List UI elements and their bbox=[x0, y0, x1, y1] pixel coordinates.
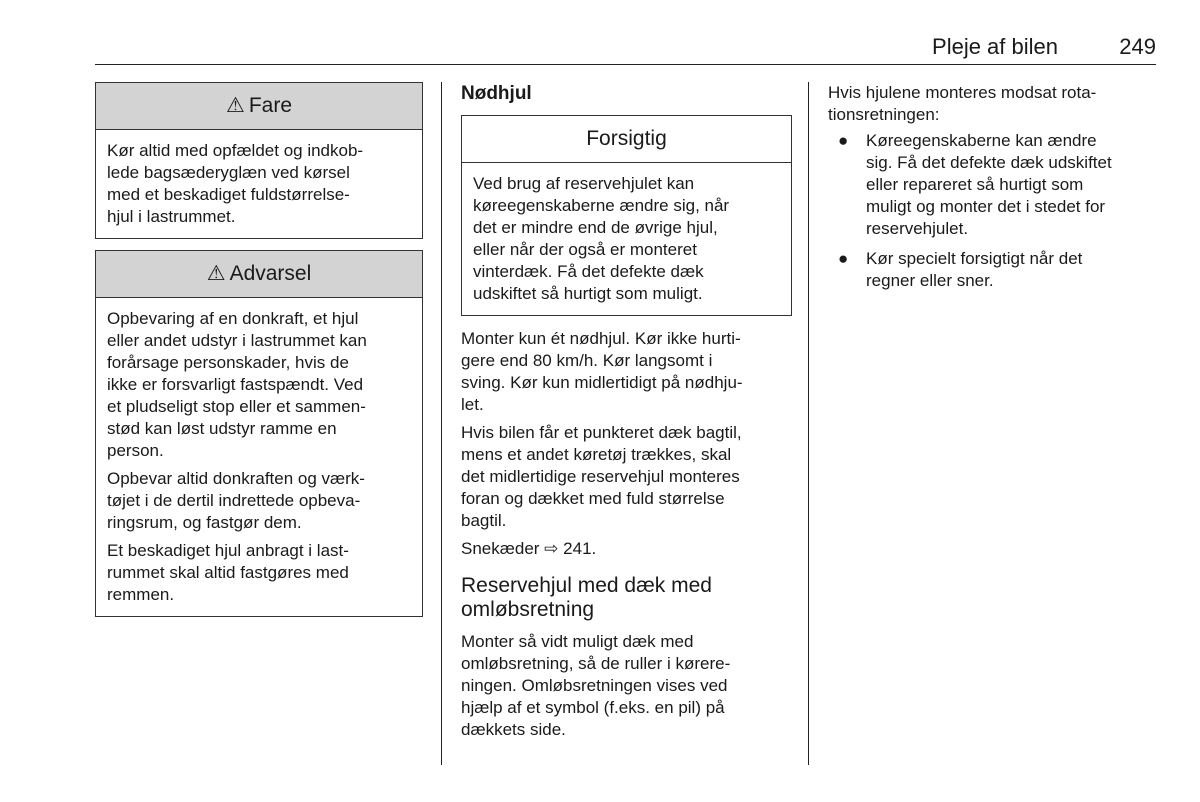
danger-box bbox=[95, 82, 423, 239]
warning-text-2: Opbevar altid donkraften og værk- tøjet i de dertil indrettede opbeva- ringsrum, og fastgør dem. bbox=[107, 469, 365, 532]
danger-header bbox=[96, 83, 422, 130]
page-ref-arrow-icon: ⇨ bbox=[544, 539, 559, 558]
bullet-icon: ● bbox=[838, 131, 849, 150]
danger-heading: Fare bbox=[248, 94, 292, 117]
page-header bbox=[95, 30, 1156, 65]
section-heading-rotation: Reservehjul med dæk med omløbsretning bbox=[461, 574, 712, 621]
page-number: 249 bbox=[1119, 34, 1156, 59]
paragraph-2: Hvis bilen får et punkteret dæk bagtil, mens et andet køretøj trækkes, skal det midlertidige reservehjul monteres foran og dækket med fuld størrelse bagtil. bbox=[461, 423, 742, 530]
caution-heading: Forsigtig bbox=[462, 116, 791, 163]
warning-header bbox=[96, 251, 422, 298]
column-divider bbox=[808, 82, 809, 765]
intro-text: Hvis hjulene monteres modsat rota- tionsretningen: bbox=[828, 83, 1097, 124]
warning-text-3: Et beskadiget hjul anbragt i last- rummet skal altid fastgøres med remmen. bbox=[107, 541, 349, 604]
caution-box bbox=[461, 115, 792, 316]
list-item bbox=[828, 248, 1158, 292]
warning-heading: Advarsel bbox=[229, 262, 312, 285]
warning-text-1: Opbevaring af en donkraft, et hjul eller andet udstyr i lastrummet kan forårsage personskader, hvis de ikke er forsvarligt fastspændt. Ved et pludseligt stop eller et sammen- stød kan løst udstyr ramme en person. bbox=[107, 309, 367, 460]
column-right bbox=[828, 82, 1158, 300]
bullet-list bbox=[828, 130, 1158, 292]
reference-text: Snekæder bbox=[461, 539, 540, 558]
paragraph-1: Monter kun ét nødhjul. Kør ikke hurti- gere end 80 km/h. Kør langsomt i sving. Kør kun midlertidigt på nødhju- let. bbox=[461, 329, 743, 414]
danger-text: Kør altid med opfældet og indkob- lede bagsæderyglæn ved kørsel med et beskadiget fuldstørrelse- hjul i lastrummet. bbox=[107, 141, 364, 226]
bullet-icon: ● bbox=[838, 249, 849, 268]
danger-body bbox=[96, 130, 422, 238]
caution-text: Ved brug af reservehjulet kan køreegenskaberne ændre sig, når det er mindre end de øvrige hjul, eller når der også er monteret vinterdæk. Få det defekte dæk udskiftet så hurtigt som muligt. bbox=[473, 174, 730, 303]
section-heading-nodhjul: Nødhjul bbox=[461, 83, 532, 104]
warning-body bbox=[96, 298, 422, 616]
warning-triangle-icon: ⚠ bbox=[206, 262, 226, 285]
reference-page: 241. bbox=[563, 539, 597, 558]
column-divider bbox=[441, 82, 442, 765]
warning-triangle-icon: ⚠ bbox=[225, 94, 245, 117]
list-item-text: Køreegenskaberne kan ændre sig. Få det defekte dæk udskiftet eller repareret så hurtigt som muligt og monter det i stedet for reservehjulet. bbox=[866, 131, 1112, 238]
paragraph-3: Monter så vidt muligt dæk med omløbsretning, så de ruller i kørere- ningen. Omløbsretningen vises ved hjælp af et symbol (f.eks. en pil) på dækkets side. bbox=[461, 632, 731, 739]
cross-reference bbox=[461, 538, 792, 560]
list-item bbox=[828, 130, 1158, 240]
column-middle bbox=[461, 82, 792, 747]
list-item-text: Kør specielt forsigtigt når det regner eller sner. bbox=[866, 249, 1083, 290]
column-left bbox=[95, 82, 423, 617]
page-title: Pleje af bilen bbox=[932, 34, 1058, 59]
warning-box bbox=[95, 250, 423, 617]
